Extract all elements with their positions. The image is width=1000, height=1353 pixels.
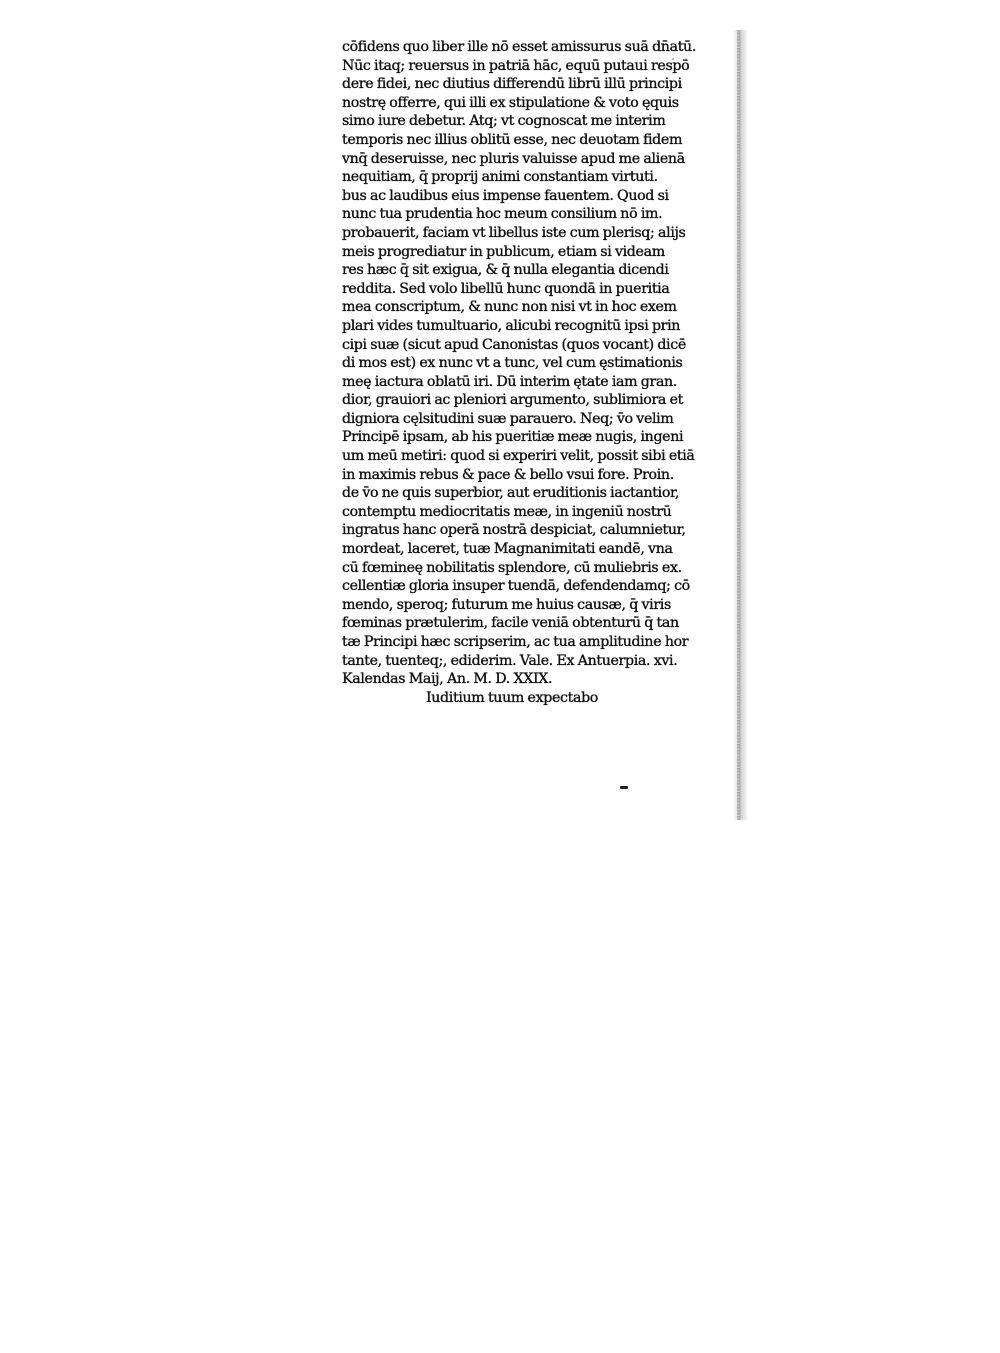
text-line: res hæc q̄ sit exigua, & q̄ nulla elegantia dicendi [342, 262, 669, 279]
text-line: mendo, speroq; futurum me huius causæ, q̄ viris [342, 596, 671, 613]
text-line: tæ Principi hæc scripserim, ac tua amplitudine hor [342, 634, 689, 650]
text-line: mordeat, laceret, tuæ Magnanimitati eandē, vna [342, 541, 673, 558]
text-line: nunc tua prudentia hoc meum consilium nō im. [342, 206, 663, 223]
text-line: in maximis rebus & pace & bello vsui fore. Proin. [342, 466, 674, 483]
text-line: tante, tuenteq;, ediderim. Vale. Ex Antuerpia. xvi. [342, 652, 678, 669]
ink-mark [620, 786, 628, 789]
text-line: digniora cęlsitudini suæ parauero. Neq; v̄o velim [342, 410, 674, 427]
closing-line: Iuditium tuum expectabo [426, 689, 598, 706]
text-line: cū fœmineę nobilitatis splendore, cū muliebris ex. [342, 559, 682, 576]
text-line: cipi suæ (sicut apud Canonistas (quos vocant) dicē [342, 336, 686, 353]
text-line: meę iactura oblatū iri. Dū interim ętate iam gran. [342, 373, 677, 390]
text-line: probauerit, faciam vt libellus iste cum plerisq; alijs [342, 224, 686, 241]
page-edge-shadow [733, 30, 747, 820]
text-line: meis progrediatur in publicum, etiam si videam [342, 243, 665, 260]
text-line: Kalendas Maij, An. M. D. XXIX. [342, 671, 553, 688]
text-line: reddita. Sed volo libellū hunc quondā in pueritia [342, 280, 670, 297]
text-line: dere fidei, nec diutius differendū librū illū principi [342, 76, 682, 93]
text-line: di mos est) ex nunc vt a tunc, vel cum ęstimationis [342, 355, 683, 372]
text-line: cōfidens quo liber ille nō esset amissurus suā dn̄atū. [342, 39, 696, 55]
text-line: Principē ipsam, ab his pueritiæ meæ nugis, ingeni [342, 429, 684, 446]
text-line: mea conscriptum, & nunc non nisi vt in hoc exem [342, 299, 677, 316]
letter-body [342, 38, 734, 707]
text-line: de v̄o ne quis superbior, aut eruditionis iactantior, [342, 485, 680, 502]
text-line: dior, grauiori ac pleniori argumento, sublimiora et [342, 392, 683, 409]
text-line: simo iure debetur. Atq; vt cognoscat me interim [342, 113, 666, 130]
text-line: temporis nec illius oblitū esse, nec deuotam fidem [342, 131, 683, 148]
text-line: ingratus hanc operā nostrā despiciat, calumnietur, [342, 522, 686, 539]
text-line: plari vides tumultuario, alicubi recognitū ipsi prin [342, 317, 681, 334]
text-line: cellentiæ gloria insuper tuendā, defendendamq; cō [342, 578, 690, 595]
text-line: nostrę offerre, qui illi ex stipulatione & voto ęquis [342, 94, 679, 111]
text-line: contemptu mediocritatis meæ, in ingeniū nostrū [342, 503, 672, 520]
text-line: vnq̄ deseruisse, nec pluris valuisse apud me alienā [342, 150, 685, 167]
text-line: fœminas prætulerim, facile veniā obtenturū q̄ tan [342, 615, 679, 632]
text-line: Nūc itaq; reuersus in patriā hāc, equū putaui respō [342, 57, 690, 74]
text-line: bus ac laudibus eius impense fauentem. Quod si [342, 187, 669, 204]
text-line: nequitiam, q̄ proprij animi constantiam virtuti. [342, 169, 658, 186]
text-line: um meū metiri: quod si experiri velit, possit sibi etiā [342, 448, 695, 465]
